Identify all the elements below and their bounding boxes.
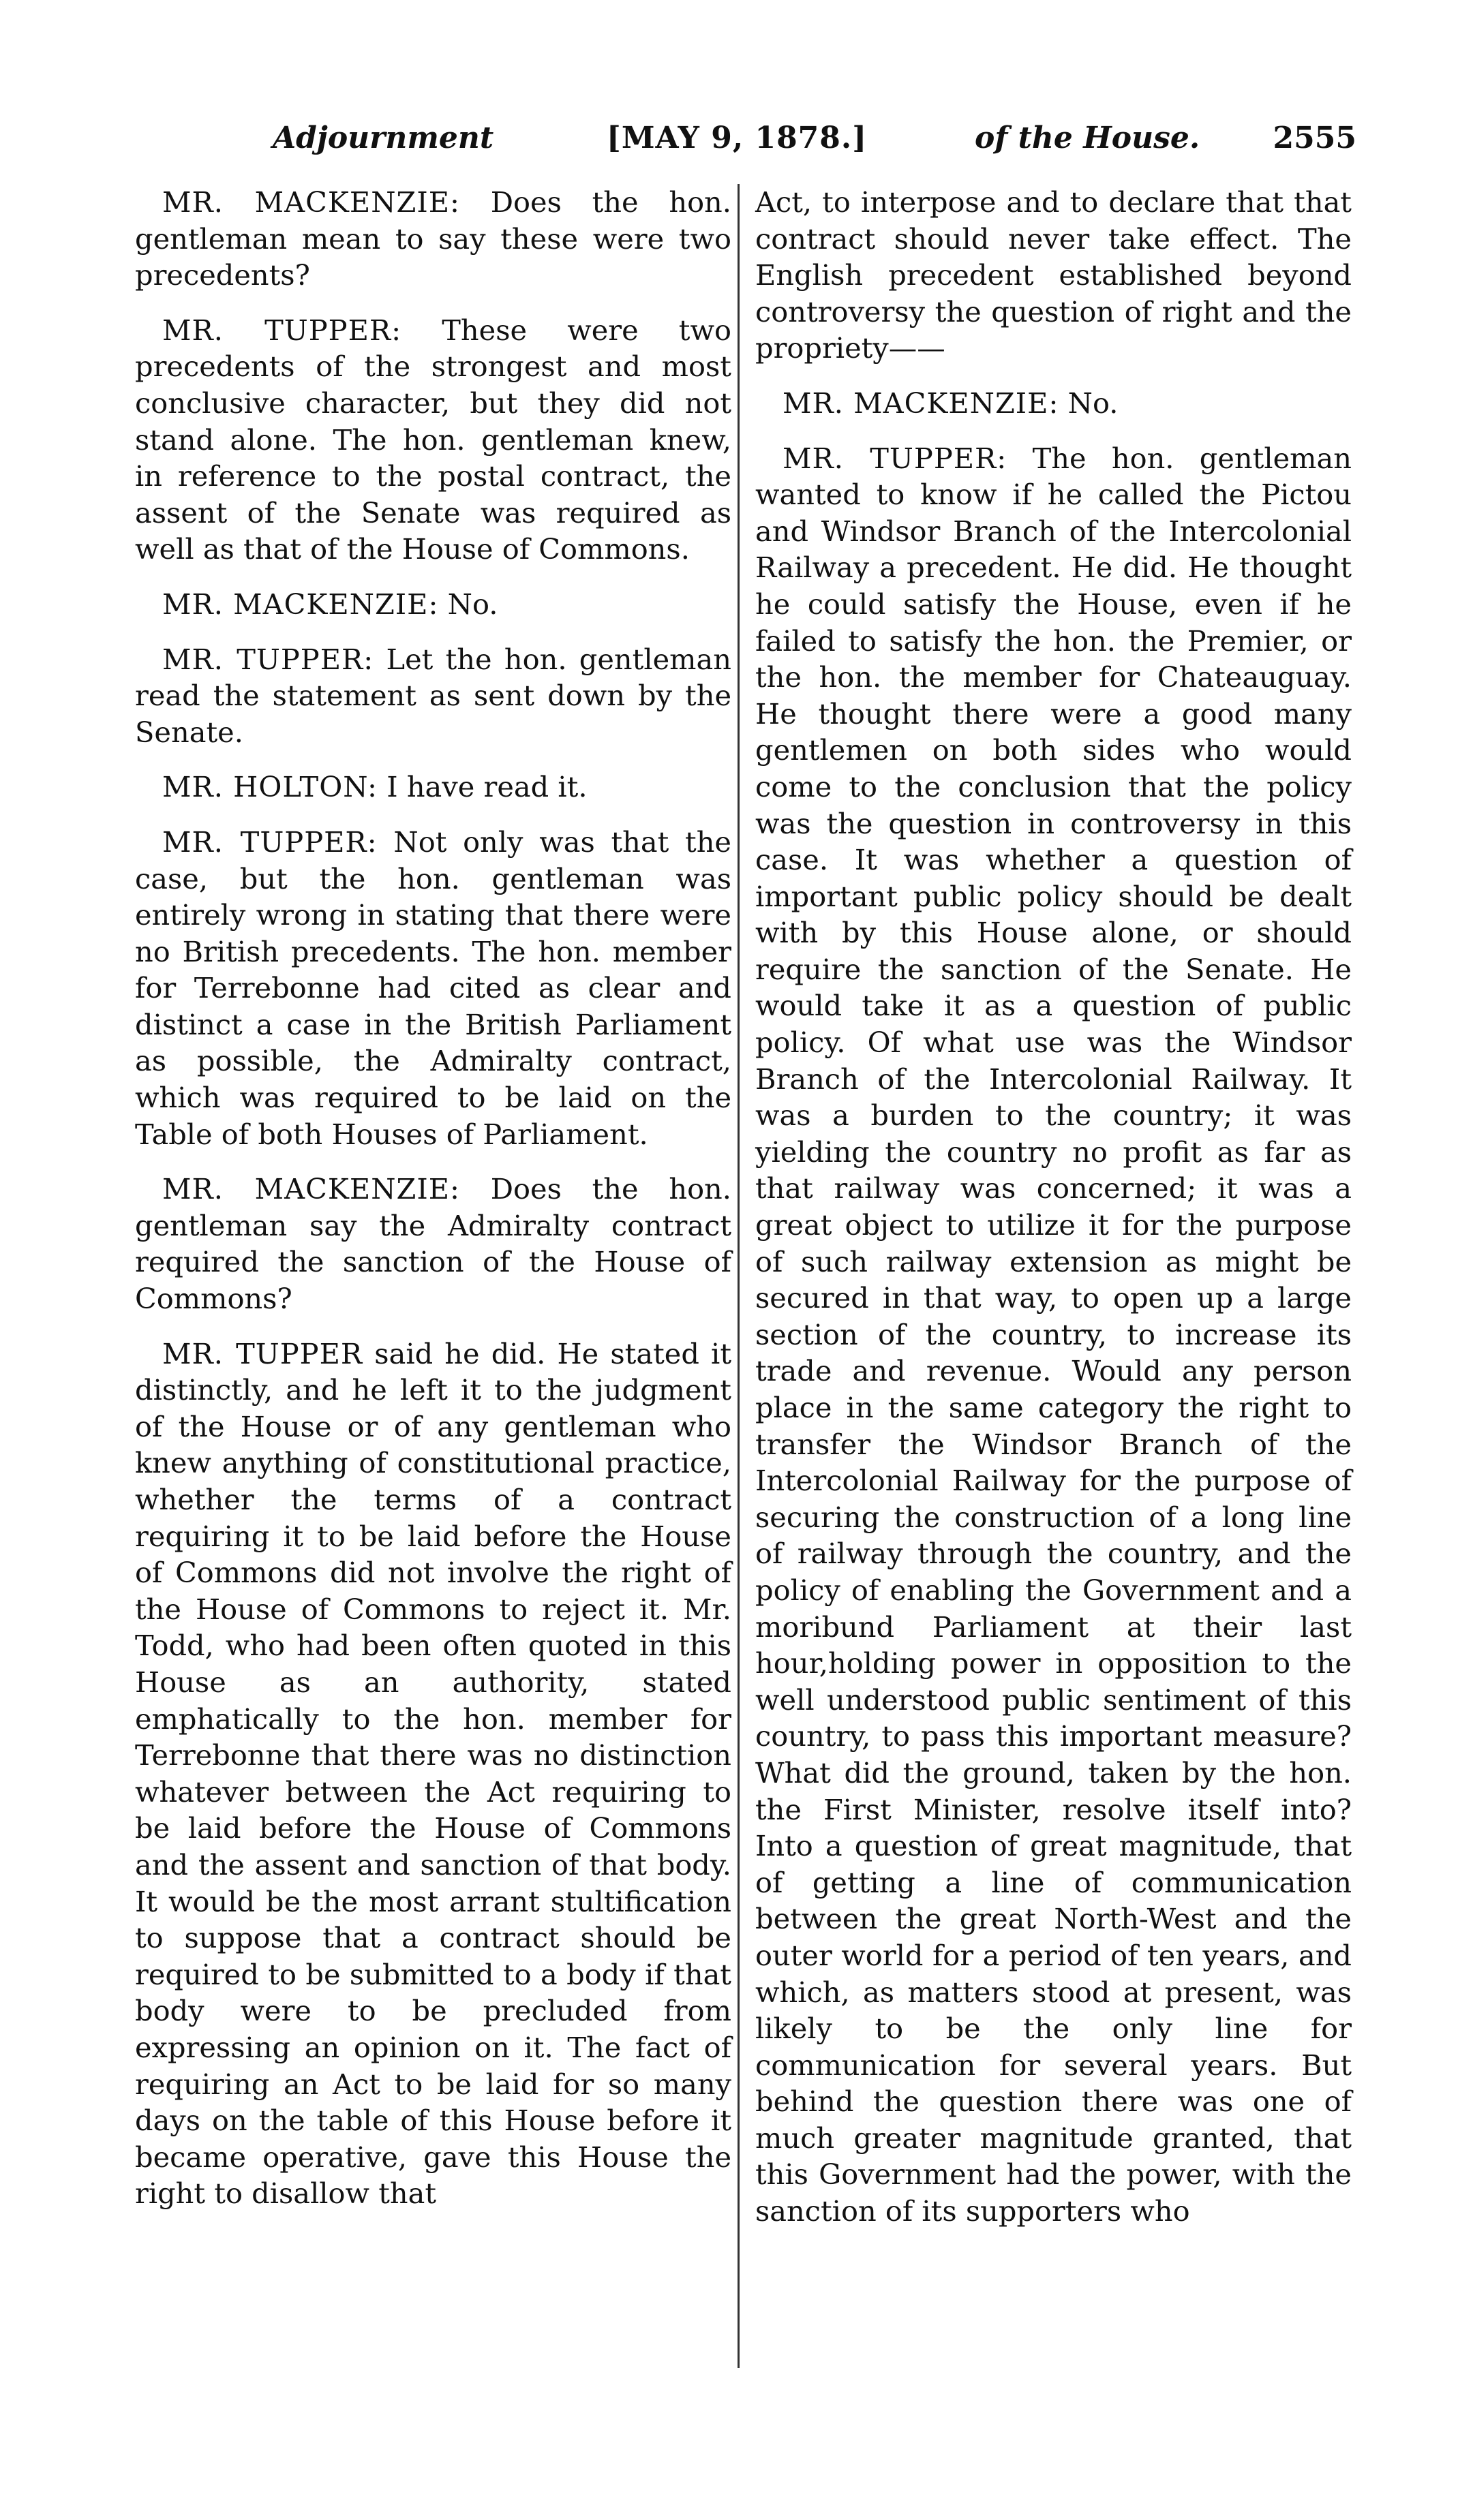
speech-paragraph bbox=[135, 1336, 731, 2212]
speaker-name: MR. TUPPER: bbox=[162, 642, 374, 676]
speaker-name: MR. MACKENZIE: bbox=[162, 185, 461, 219]
speech-paragraph bbox=[755, 440, 1352, 2230]
header-section-title: Adjournment bbox=[273, 121, 494, 155]
speech-paragraph bbox=[135, 586, 731, 623]
speech-text: The hon. gentleman wanted to know if he called the Pictou and Windsor Branch of the Intercolonial Railway a precedent. He did. He thought he could satisfy the House, even if he failed to satisfy the hon. the Premier, or the hon. the member for Chateauguay. He thought there were a good many gentlemen on both sides who would come to the conclusion that the policy was the question in controversy in this case. It was whether a question of important public policy should be dealt with by this House alone, or should require the sanction of the Senate. He would take it as a question of public policy. Of what use was the Windsor Branch of the Intercolonial Railway. It was a burden to the country; it was yielding the country no profit as far as that railway was concerned; it was a great object to utilize it for the purpose of such railway extension as might be secured in that way, to open up a large section of the country, to increase its trade and revenue. Would any person place in the same category the right to transfer the Windsor Branch of the Intercolonial Railway for the purpose of securing the construction of a long line of railway through the country, and the policy of enabling the Government and a moribund Parliament at their last hour,holding power in opposition to the well understood public sentiment of this country, to pass this important measure? What did the ground, taken by the hon. the First Minister, resolve itself into? Into a question of great magnitude, that of getting a line of communication between the great North-West and the outer world for a period of ten years, and which, as matters stood at present, was likely to be the only line for communication for several years. But behind the question there was one of much greater magnitude granted, that this Government had the power, with the sanction of its supporters who bbox=[755, 441, 1352, 2228]
column-divider bbox=[738, 184, 740, 2368]
speech-text: Does the hon. gentleman mean to say these were two precedents? bbox=[135, 185, 731, 292]
speaker-name: MR. HOLTON: bbox=[162, 770, 378, 804]
speaker-name: MR. TUPPER bbox=[162, 1336, 363, 1370]
speech-paragraph bbox=[135, 312, 731, 568]
speaker-name: MR. MACKENZIE: bbox=[162, 587, 439, 621]
speech-text: No. bbox=[447, 587, 498, 621]
running-header bbox=[136, 114, 1356, 162]
speech-text: Does the hon. gentleman say the Admiralty contract required the sanction of the House of Commons? bbox=[135, 1172, 731, 1316]
speech-paragraph bbox=[755, 385, 1352, 422]
speaker-name: MR. TUPPER: bbox=[783, 441, 1007, 475]
speaker-name: MR. TUPPER: bbox=[162, 313, 402, 347]
speech-paragraph bbox=[135, 641, 731, 751]
speaker-name: MR. MACKENZIE: bbox=[783, 386, 1059, 420]
speech-text: These were two precedents of the strongest and most conclusive character, but they did not stand alone. The hon. gentleman knew, in reference to the postal contract, the assent of the Senate was required as well as that of the House of Commons. bbox=[135, 313, 731, 566]
speech-text: Let the hon. gentleman read the statement as sent down by the Senate. bbox=[135, 642, 731, 749]
speaker-name: MR. TUPPER: bbox=[162, 825, 378, 859]
speech-text: Not only was that the case, but the hon. gentleman was entirely wrong in stating that there were no British precedents. The hon. member for Terrebonne had cited as clear and distinct a case in the British Parliament as possible, the Admiralty contract, which was required to be laid on the Table of both Houses of Parliament. bbox=[135, 825, 731, 1151]
speech-paragraph bbox=[135, 824, 731, 1152]
speech-text: No. bbox=[1067, 386, 1119, 420]
speaker-name: MR. MACKENZIE: bbox=[162, 1172, 461, 1206]
right-column bbox=[755, 184, 1352, 2248]
page-number: 2555 bbox=[1273, 121, 1356, 155]
speech-paragraph bbox=[135, 184, 731, 294]
header-section-subtitle: of the House. bbox=[975, 121, 1200, 155]
speech-paragraph bbox=[135, 769, 731, 805]
speech-text: said he did. He stated it distinctly, and he left it to the judgment of the House or of any gentleman who knew anything of constitutional practice, whether the terms of a contract requiring it to be laid before the House of Commons did not involve the right of the House of Commons to reject it. Mr. Todd, who had been often quoted in this House as an authority, stated emphatically to the hon. member for Terrebonne that there was no distinction whatever between the Act requiring to be laid before the House of Commons and the assent and sanction of that body. It would be the most arrant stultification to suppose that a contract should be required to be submitted to a body if that body were to be precluded from expressing an opinion on it. The fact of requiring an Act to be laid for so many days on the table of this House before it became operative, gave this House the right to disallow that bbox=[135, 1336, 731, 2211]
left-column bbox=[135, 184, 731, 2230]
continued-paragraph: Act, to interpose and to declare that that contract should never take effect. The English precedent established beyond controversy the question of right and the propriety—— bbox=[755, 185, 1352, 365]
speech-text: I have read it. bbox=[386, 770, 588, 804]
speech-paragraph bbox=[135, 1171, 731, 1317]
header-date: [MAY 9, 1878.] bbox=[607, 121, 868, 155]
